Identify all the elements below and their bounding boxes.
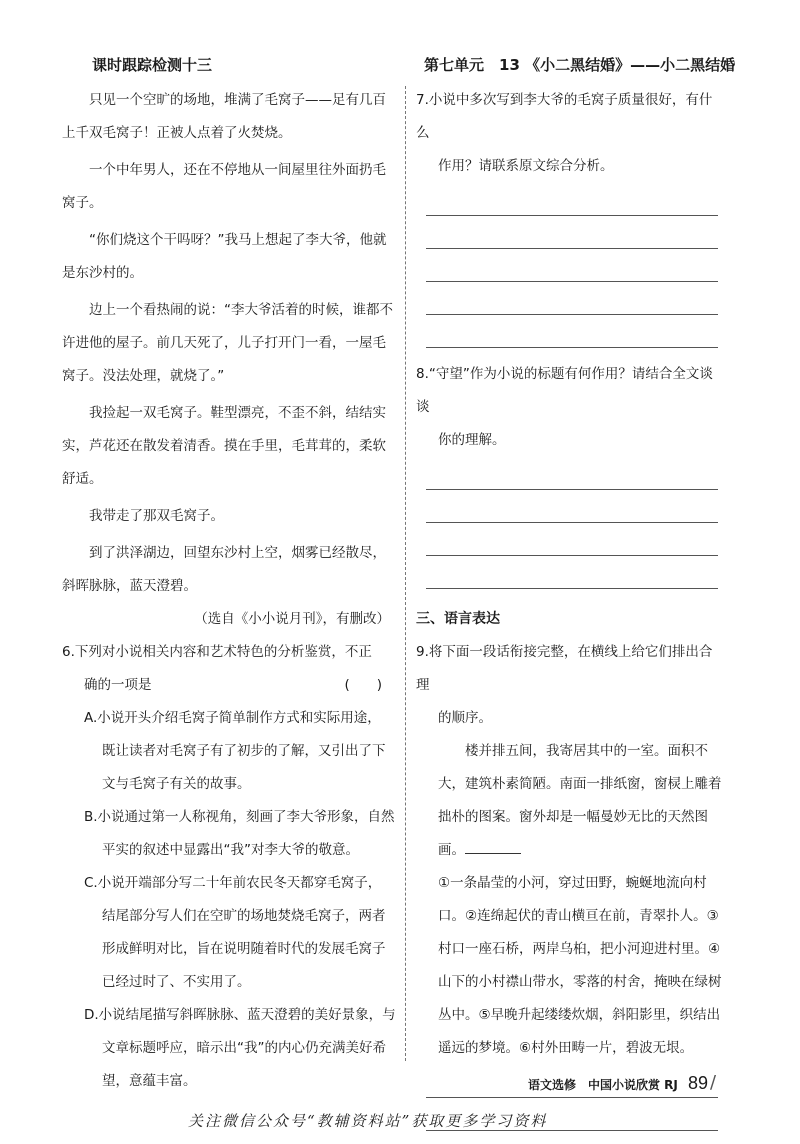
answer-line[interactable] (426, 183, 718, 216)
option-c[interactable] (62, 867, 396, 999)
question-9-passage-text: 楼并排五间，我寄居其中的一室。面积不大，建筑朴素简陋。南面一排纸窗，窗棂上雕着拙朴的图案。窗外却是一幅曼妙无比的天然图画。 (438, 743, 722, 858)
passage-source: （选自《小小说月刊》，有删改） (194, 611, 390, 627)
answer-line[interactable] (426, 457, 718, 490)
question-8-line-1: 8.“守望”作为小说的标题有何作用？请结合全文谈谈 (416, 366, 713, 415)
question-6-options (62, 702, 396, 1098)
question-7-line-1: 7.小说中多次写到李大爷的毛窝子质量很好，有什么 (416, 92, 713, 141)
question-7-answer-area[interactable] (426, 183, 722, 348)
question-7-line-2: 作用？请联系原文综合分析。 (438, 158, 614, 174)
passage-paragraph: “你们烧这个干吗呀？”我马上想起了李大爷，他就是东沙村的。 (62, 232, 387, 281)
question-9-line-2: 的顺序。 (438, 710, 492, 726)
question-6 (62, 636, 396, 1098)
answer-line[interactable] (426, 315, 718, 348)
passage-paragraph: 只见一个空旷的场地，堆满了毛窝子——足有几百上千双毛窝子！正被人点着了火焚烧。 (62, 92, 386, 141)
question-9-sentences: ①一条晶莹的小河，穿过田野，蜿蜒地流向村口。②连绵起伏的青山横亘在前，青翠扑人。③村口一座石桥，两岸乌桕，把小河迎进村里。④山下的小村襟山带水，零落的村舍，掩映在绿树丛中。⑤早晚升起缕缕炊烟，斜阳影里，织结出遥远的梦境。⑥村外田畴一片，碧波无垠。 (438, 875, 722, 1056)
option-a[interactable] (62, 702, 396, 801)
option-line: B.小说通过第一人称视角，刻画了李大爷形象，自然 (84, 809, 395, 825)
answer-line[interactable] (426, 490, 718, 523)
passage-paragraph: 到了洪泽湖边，回望东沙村上空，烟雾已经散尽，斜晖脉脉，蓝天澄碧。 (62, 545, 386, 594)
right-column (416, 84, 722, 1144)
option-d[interactable] (62, 999, 396, 1098)
footer-book-label: 语文选修 中国小说欣赏 RJ (528, 1078, 678, 1092)
question-9-passage (416, 735, 722, 867)
option-line: 已经过时了、不实用了。 (102, 974, 251, 990)
passage-paragraph: 一个中年男人，还在不停地从一间屋里往外面扔毛窝子。 (62, 162, 386, 211)
answer-paren[interactable]: ( ) (344, 677, 382, 693)
answer-line[interactable] (426, 556, 718, 589)
page-header-right: 第七单元 13 《小二黑结婚》——小二黑结婚 (424, 56, 736, 74)
question-8-line-2: 你的理解。 (438, 432, 506, 448)
option-b[interactable] (62, 801, 396, 867)
question-8 (416, 358, 722, 457)
question-6-stem-text: 确的一项是 (84, 677, 152, 693)
question-7 (416, 84, 722, 183)
passage-paragraph: 我捡起一双毛窝子。鞋型漂亮，不歪不斜，结结实实，芦花还在散发着清香。摸在手里，毛茸茸的，柔软舒适。 (62, 405, 386, 487)
option-line: 既让读者对毛窝子有了初步的了解，又引出了下 (102, 743, 386, 759)
question-6-stem-line-1: 6.下列对小说相关内容和艺术特色的分析鉴赏，不正 (62, 644, 372, 660)
question-9 (416, 636, 722, 1065)
page-number-slash: / (710, 1072, 717, 1093)
option-line: 文章标题呼应，暗示出“我”的内心仍充满美好希 (102, 1040, 386, 1056)
answer-line[interactable] (426, 249, 718, 282)
fill-blank[interactable] (465, 840, 521, 854)
passage (62, 84, 396, 603)
answer-line[interactable] (426, 1131, 718, 1144)
option-line: 文与毛窝子有关的故事。 (102, 776, 251, 792)
footer-banner: 关注微信公众号“教辅资料站”获取更多学习资料 (188, 1112, 548, 1130)
option-line: C.小说开端部分写二十年前农民冬天都穿毛窝子， (84, 875, 382, 891)
option-line: 望，意蕴丰富。 (102, 1073, 197, 1089)
option-line: D.小说结尾描写斜晖脉脉、蓝天澄碧的美好景象，与 (84, 1007, 396, 1023)
answer-line[interactable] (426, 523, 718, 556)
left-column (62, 84, 396, 1098)
answer-line[interactable] (426, 282, 718, 315)
page-header-left: 课时跟踪检测十三 (92, 56, 213, 74)
option-line: 平实的叙述中显露出“我”对李大爷的敬意。 (102, 842, 359, 858)
question-6-stem-line-2 (62, 669, 396, 702)
passage-paragraph: 边上一个看热闹的说：“李大爷活着的时候，谁都不许进他的屋子。前几天死了，儿子打开门一看，一屋毛窝子。没法处理，就烧了。” (62, 302, 393, 384)
page-number: 89 (688, 1073, 709, 1093)
option-line: A.小说开头介绍毛窝子简单制作方式和实际用途， (84, 710, 381, 726)
question-8-answer-area[interactable] (426, 457, 722, 589)
section-heading: 三、语言表达 (416, 611, 500, 627)
option-line: 结尾部分写人们在空旷的场地焚烧毛窝子，两者 (102, 908, 386, 924)
question-9-line-1: 9.将下面一段话衔接完整，在横线上给它们排出合理 (416, 644, 713, 693)
passage-paragraph: 我带走了那双毛窝子。 (89, 508, 224, 524)
answer-line[interactable] (426, 216, 718, 249)
column-divider (405, 86, 406, 1061)
option-line: 形成鲜明对比，旨在说明随着时代的发展毛窝子 (102, 941, 386, 957)
